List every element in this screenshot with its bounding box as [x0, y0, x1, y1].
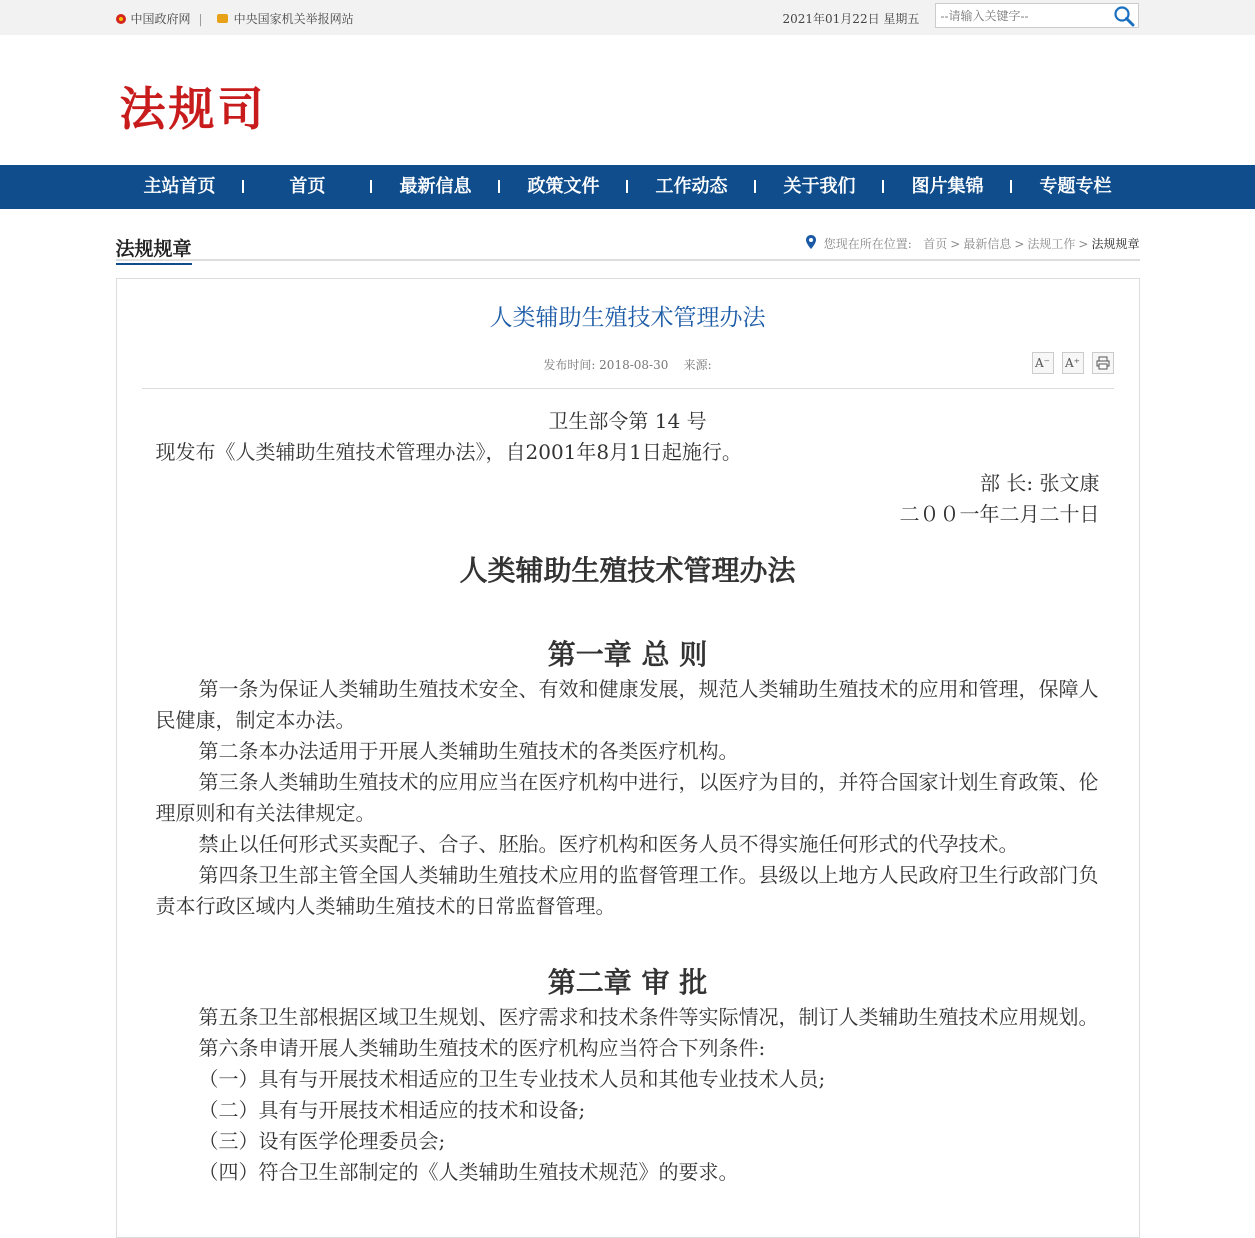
search-box	[935, 3, 1139, 28]
article-meta	[142, 356, 1114, 386]
article-paragraph: 第四条卫生部主管全国人类辅助生殖技术应用的监督管理工作。县级以上地方人民政府卫生行政部门负责本行政区域内人类辅助生殖技术的日常监督管理。	[155, 863, 1099, 918]
report-icon	[217, 14, 228, 23]
article-paragraph: 第六条申请开展人类辅助生殖技术的医疗机构应当符合下列条件:	[198, 1036, 766, 1060]
nav-item-topics[interactable]: 专题专栏	[1039, 176, 1112, 197]
nav-item-home[interactable]: 首页	[244, 165, 372, 209]
chapter-heading: 第二章 审 批	[547, 966, 708, 999]
section-bar	[116, 231, 1140, 261]
breadcrumb-current[interactable]: 法规规章	[1091, 237, 1140, 251]
nav-item-work[interactable]: 工作动态	[628, 165, 756, 209]
breadcrumb-legal-work[interactable]: 法规工作	[1027, 237, 1076, 251]
gov-site-link[interactable]: 中国政府网	[116, 10, 191, 27]
site-header	[0, 35, 1255, 165]
font-decrease-button[interactable]: A⁻	[1032, 352, 1054, 374]
breadcrumb-label: 您现在所在位置:	[823, 237, 912, 251]
condition-item: （二）具有与开展技术相适应的技术和设备;	[198, 1098, 586, 1122]
main-nav	[0, 165, 1255, 209]
nav-item-latest[interactable]: 最新信息	[372, 165, 500, 209]
print-button[interactable]	[1092, 352, 1114, 374]
article-title: 人类辅助生殖技术管理办法	[489, 305, 766, 331]
article-paragraph: 第一条为保证人类辅助生殖技术安全、有效和健康发展，规范人类辅助生殖技术的应用和管理，保障人民健康，制定本办法。	[155, 677, 1099, 732]
nav-item-main-home[interactable]: 主站首页	[116, 165, 244, 209]
announcement: 现发布《人类辅助生殖技术管理办法》，自2001年8月1日起施行。	[155, 440, 742, 464]
condition-item: （三）设有医学伦理委员会;	[198, 1129, 446, 1153]
font-increase-button[interactable]: A⁺	[1062, 352, 1084, 374]
publish-info: 发布时间: 2018-08-30 来源:	[543, 358, 712, 372]
top-bar	[0, 0, 1255, 35]
sign-date: 二００一年二月二十日	[899, 502, 1100, 526]
search-icon[interactable]	[1113, 5, 1135, 27]
condition-item: （四）符合卫生部制定的《人类辅助生殖技术规范》的要求。	[198, 1160, 739, 1184]
article-paragraph: 禁止以任何形式买卖配子、合子、胚胎。医疗机构和医务人员不得实施任何形式的代孕技术。	[198, 832, 1019, 856]
condition-item: （一）具有与开展技术相适应的卫生专业技术人员和其他专业技术人员;	[198, 1067, 826, 1091]
chapter-heading: 第一章 总 则	[547, 638, 708, 671]
minister-signature: 部 长: 张文康	[980, 471, 1100, 495]
decree-number: 卫生部令第 14 号	[548, 409, 707, 433]
breadcrumb: 您现在所在位置: 首页 > 最新信息 > 法规工作 > 法规规章	[806, 235, 1140, 252]
site-logo[interactable]: 法规司	[119, 82, 267, 136]
section-title: 法规规章	[116, 234, 192, 265]
current-date: 2021年01月22日 星期五	[782, 12, 920, 26]
nav-item-gallery[interactable]: 图片集锦	[884, 165, 1012, 209]
document-title: 人类辅助生殖技术管理办法	[459, 554, 796, 587]
divider: |	[198, 11, 203, 26]
report-site-link[interactable]: 中央国家机关举报网站	[217, 10, 354, 27]
breadcrumb-home[interactable]: 首页	[923, 237, 948, 251]
printer-icon	[1096, 359, 1110, 373]
national-emblem-icon	[116, 14, 126, 24]
nav-item-about[interactable]: 关于我们	[756, 165, 884, 209]
article-body	[142, 389, 1114, 1188]
nav-item-policy[interactable]: 政策文件	[500, 165, 628, 209]
article-paragraph: 第二条本办法适用于开展人类辅助生殖技术的各类医疗机构。	[198, 739, 739, 763]
search-input[interactable]	[936, 4, 1111, 27]
article-paragraph: 第三条人类辅助生殖技术的应用应当在医疗机构中进行，以医疗为目的，并符合国家计划生育政策、伦理原则和有关法律规定。	[155, 770, 1099, 825]
article-paragraph: 第五条卫生部根据区域卫生规划、医疗需求和技术条件等实际情况，制订人类辅助生殖技术应用规划。	[198, 1005, 1099, 1029]
breadcrumb-latest[interactable]: 最新信息	[963, 237, 1012, 251]
location-pin-icon	[806, 235, 816, 252]
article-container	[116, 278, 1140, 1238]
